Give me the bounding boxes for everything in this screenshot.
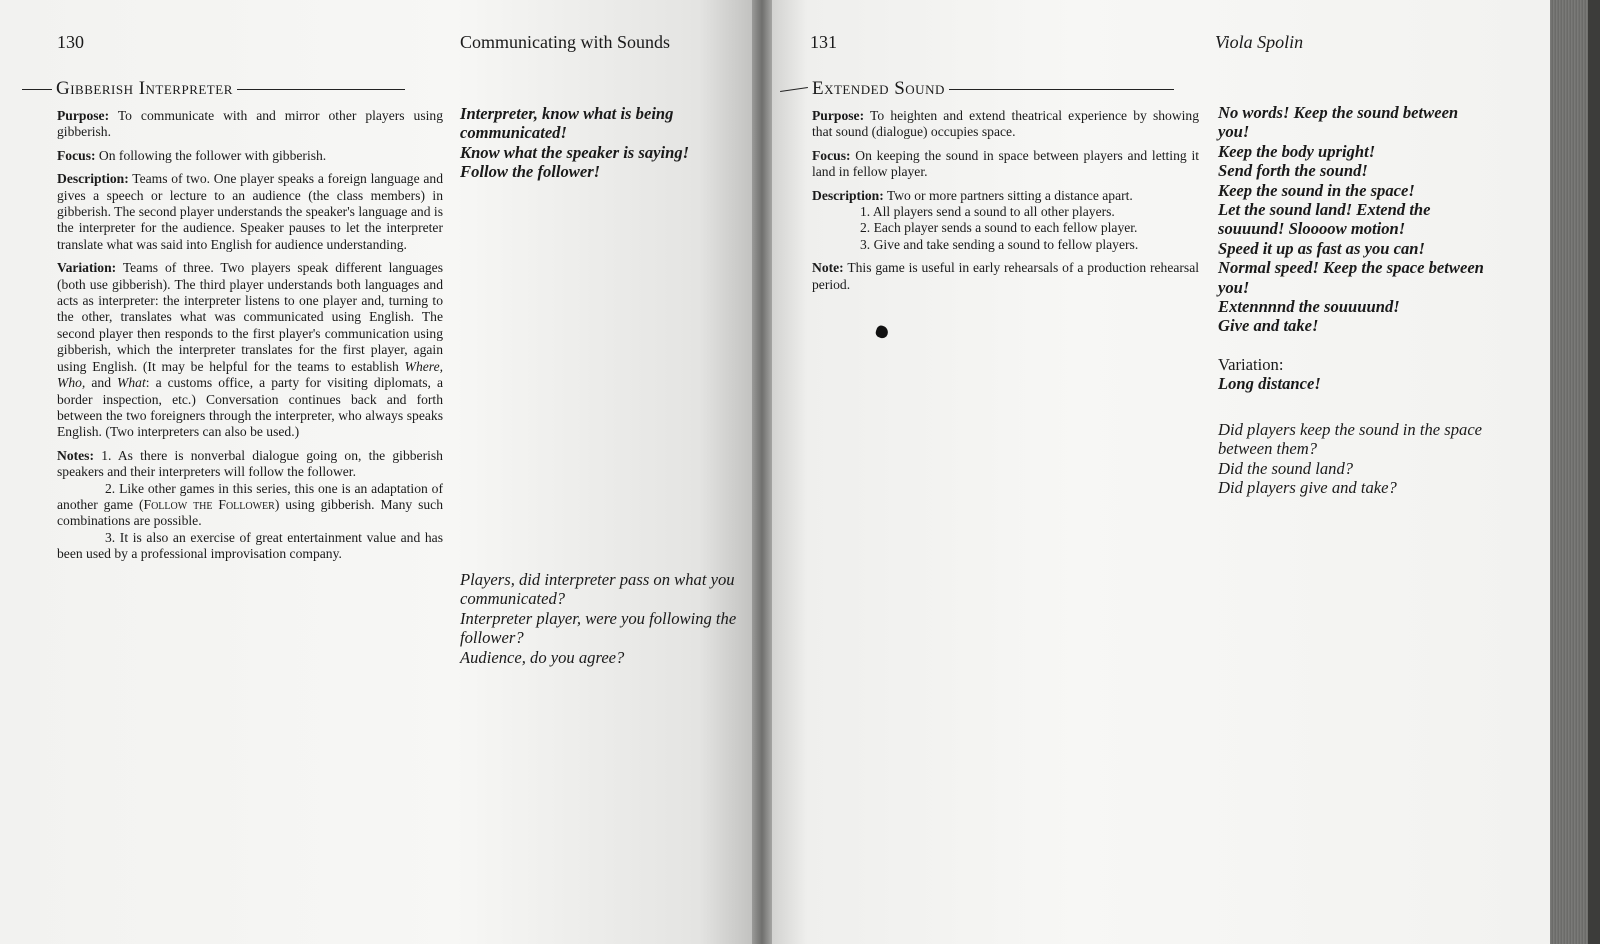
right-running-head: Viola Spolin: [1215, 32, 1304, 52]
right-focus: Focus: On keeping the sound in space between players and letting it land in fellow player.: [812, 147, 1199, 180]
left-note-1: Notes: 1. As there is nonverbal dialogue going on, the gibberish speakers and their interpreters will follow the follower.: [57, 447, 443, 480]
left-note-3: 3. It is also an exercise of great entertainment value and has been used by a professional improvisation company.: [57, 529, 443, 562]
side-coaching-line: Let the sound land! Extend the souuund! Sloooow motion!: [1218, 200, 1431, 239]
left-page-number: 130: [57, 32, 84, 52]
heading-rule-right: [949, 89, 1174, 90]
heading-rule-right: [237, 89, 405, 90]
right-steps-list: [812, 204, 1199, 253]
left-variation: Variation: Teams of three. Two players speak different languages (both use gibberish). The third player understands both languages and acts as interpreter: the interpreter listens to one player and, turning to the other, translates what was communicated using English. The second player then responds to the first player's communication using gibberish, which the interpreter translates for the first player, again using English. (It may be helpful for the teams to establish Where, Who, and What: a customs office, a party for visiting diplomats, a border inspection, etc.) Conversation continues back and forth between the two foreigners through the interpreter, who always speaks English. (Two interpreters can also be used.): [57, 260, 443, 440]
side-coaching-line: Speed it up as fast as you can!: [1218, 238, 1425, 258]
side-coaching-line: Keep the body upright!: [1218, 141, 1376, 161]
right-description: Description: Two or more partners sitting a distance apart.: [812, 187, 1133, 203]
side-coaching-line: Send forth the sound!: [1218, 161, 1368, 181]
left-evaluation: [460, 570, 740, 667]
side-coaching-line: Give and take!: [1218, 316, 1319, 336]
left-description: Description: Teams of two. One player speaks a foreign language and gives a speech or lecture to an audience (the class members) in gibberish. The second player understands the speaker's language and is the interpreter for the audience. Speaker pauses to let the interpreter translate what was said into English for audience understanding.: [57, 171, 443, 252]
side-coaching-line: No words! Keep the sound between you!: [1218, 103, 1459, 142]
left-running-head: Communicating with Sounds: [460, 32, 671, 52]
step-item: 2. Each player sends a sound to each fellow player.: [860, 220, 1138, 236]
left-body-text: [57, 108, 443, 570]
evaluation-line: Audience, do you agree?: [460, 647, 625, 667]
heading-rule-left: [780, 87, 808, 92]
book-gutter: [752, 0, 772, 944]
heading-rule-left: [22, 89, 52, 90]
left-section-heading: [22, 78, 405, 100]
side-coaching-line: Extennnnd the souuuund!: [1218, 297, 1400, 317]
side-coaching-line: Follow the follower!: [460, 162, 601, 182]
right-note: Note: This game is useful in early rehearsals of a production rehearsal period.: [812, 260, 1200, 292]
right-section-heading: [780, 78, 1174, 100]
left-section-title: Gibberish Interpreter: [56, 78, 233, 99]
side-coaching-line: Interpreter, know what is being communicated!: [460, 104, 674, 143]
evaluation-line: Did players keep the sound in the space between them?: [1218, 420, 1483, 459]
side-coaching-line: Normal speed! Keep the space between you!: [1218, 258, 1484, 297]
right-body-text: [812, 108, 1199, 300]
right-variation-text: Long distance!: [1218, 374, 1321, 394]
right-evaluation: [1218, 420, 1498, 498]
evaluation-line: Players, did interpreter pass on what you communicated?: [460, 570, 735, 609]
side-coaching-line: Keep the sound in the space!: [1218, 180, 1415, 200]
right-variation-label: Variation:: [1218, 354, 1284, 374]
step-item: 1. All players send a sound to all other players.: [860, 204, 1115, 220]
right-side-coaching: [1218, 103, 1493, 394]
evaluation-line: Interpreter player, were you following the follower?: [460, 608, 737, 648]
left-focus: Focus: On following the follower with gibberish.: [57, 147, 327, 163]
left-side-coaching: [460, 104, 738, 182]
evaluation-line: Did players give and take?: [1218, 478, 1397, 498]
left-purpose: Purpose: To communicate with and mirror other players using gibberish.: [57, 108, 443, 140]
right-purpose: Purpose: To heighten and extend theatrical experience by showing that sound (dialogue) occupies space.: [812, 108, 1200, 140]
page-edges: [1550, 0, 1600, 944]
left-note-2: 2. Like other games in this series, this one is an adaptation of another game (Follow the Follower) using gibberish. Many such combinations are possible.: [57, 480, 443, 529]
step-item: 3. Give and take sending a sound to fellow players.: [860, 236, 1139, 252]
side-coaching-line: Know what the speaker is saying!: [460, 142, 690, 162]
right-section-title: Extended Sound: [812, 78, 945, 99]
right-page-number: 131: [810, 32, 837, 52]
evaluation-line: Did the sound land?: [1218, 458, 1354, 478]
